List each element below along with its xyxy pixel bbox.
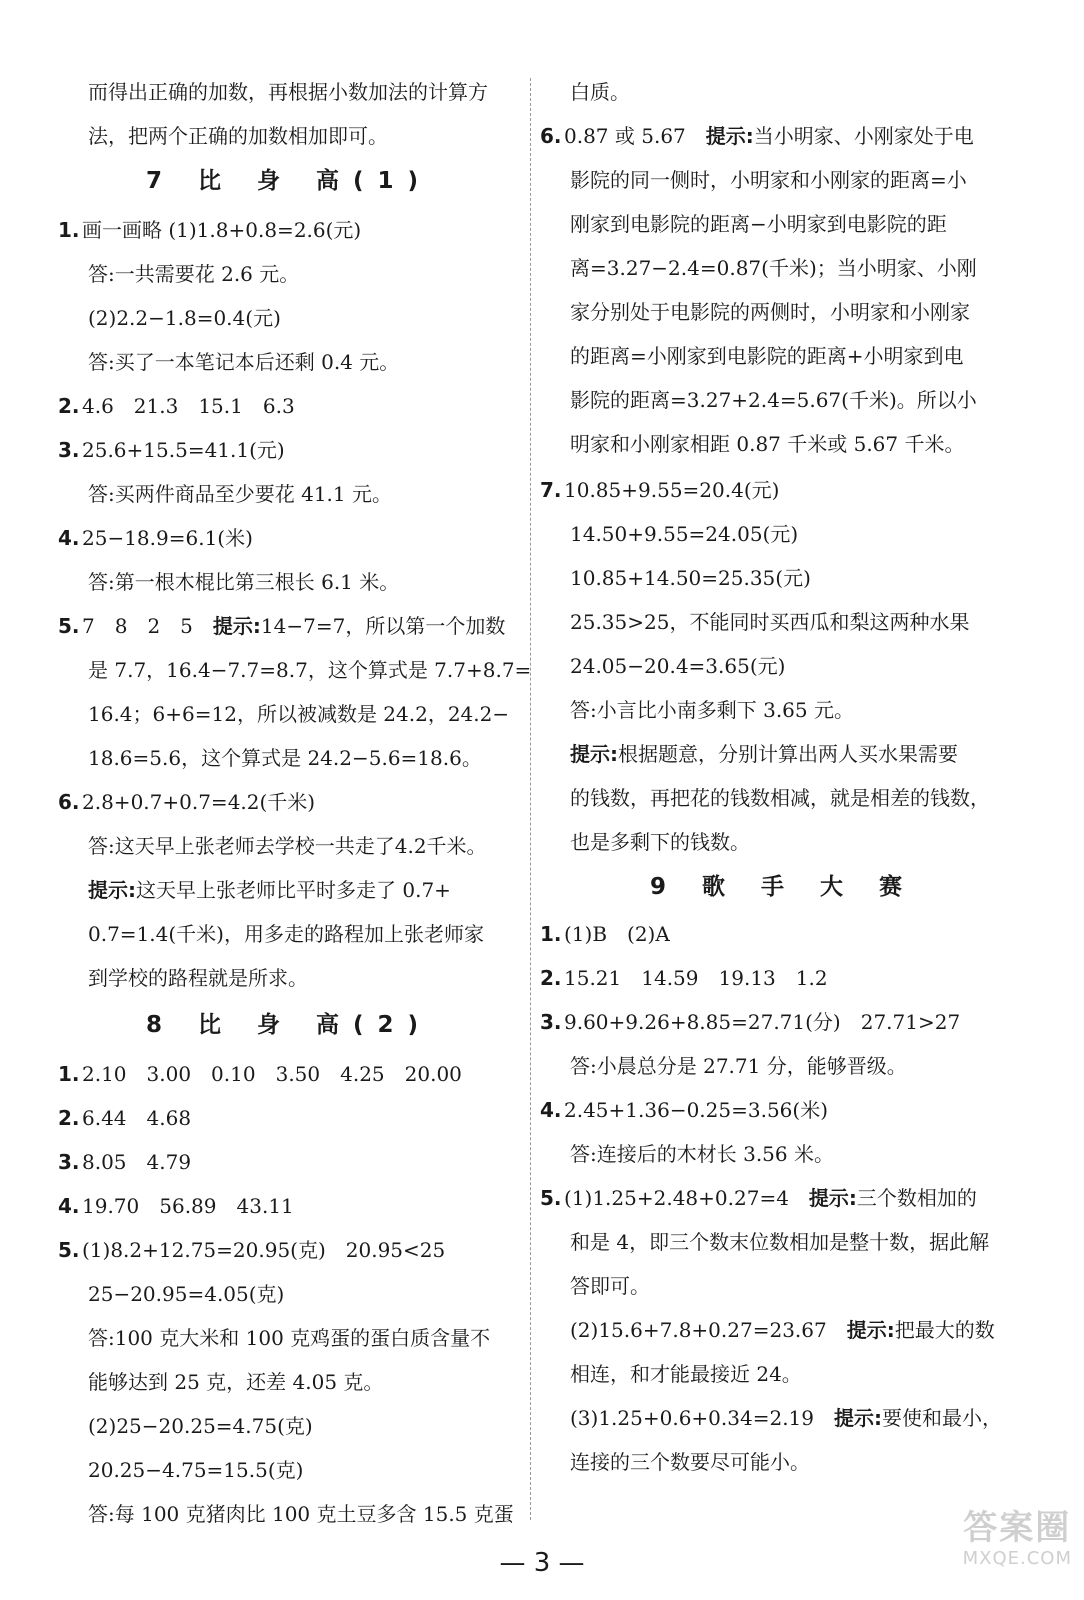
hint-line: 18.6=5.6，这个算式是 24.2−5.6=18.6。 (88, 746, 482, 770)
hint-line: 的钱数，再把花的钱数相减，就是相差的钱数， (570, 786, 990, 810)
question-number: 6. (540, 124, 562, 148)
question-number: 5. (58, 614, 80, 638)
hint-line: 答即可。 (570, 1274, 650, 1298)
question-1 (540, 920, 670, 948)
question-number: 1. (58, 1062, 80, 1086)
question-text: 10.85+9.55=20.4(元) (564, 478, 780, 502)
answer-line: 24.05−20.4=3.65(元) (570, 654, 786, 678)
question-number: 2. (58, 394, 80, 418)
answer-line: 14.50+9.55=24.05(元) (570, 522, 799, 546)
answer-text: (3)1.25+0.6+0.34=2.19 (570, 1406, 835, 1430)
question-3 (540, 1008, 960, 1036)
hint-line: 也是多剩下的钱数。 (570, 830, 750, 854)
hint-line: 是 7.7，16.4−7.7=8.7，这个算式是 7.7+8.7= (88, 658, 532, 682)
question-number: 4. (58, 526, 80, 550)
question-6 (58, 788, 315, 816)
question-number: 3. (58, 1150, 80, 1174)
hint-line: 相连，和才能最接近 24。 (570, 1362, 802, 1386)
answer-line: 答:第一根木棍比第三根长 6.1 米。 (88, 570, 400, 594)
hint-text: 把最大的数 (894, 1318, 995, 1342)
question-text: 7 8 2 5 (82, 614, 213, 638)
answer-line: 答:连接后的木材长 3.56 米。 (570, 1142, 834, 1166)
answer-line (570, 1316, 995, 1344)
hint-line: 和是 4，即三个数末位数相加是整十数，据此解 (570, 1230, 990, 1254)
hint-label: 提示: (88, 878, 136, 902)
question-text: 15.21 14.59 19.13 1.2 (564, 966, 828, 990)
hint-line: 刚家到电影院的距离−小明家到电影院的距 (570, 212, 947, 236)
hint-label: 提示: (808, 1186, 857, 1210)
hint-line: 16.4；6+6=12，所以被减数是 24.2，24.2− (88, 702, 510, 726)
question-2 (540, 964, 828, 992)
question-number: 3. (58, 438, 80, 462)
question-number: 4. (58, 1194, 80, 1218)
question-text: 8.05 4.79 (82, 1150, 192, 1174)
answer-line: 25.35>25，不能同时买西瓜和梨这两种水果 (570, 610, 970, 634)
answer-line: 答:100 克大米和 100 克鸡蛋的蛋白质含量不 (88, 1326, 491, 1350)
hint-label: 提示: (570, 742, 618, 766)
hint-label: 提示: (705, 124, 754, 148)
hint-text: 这天早上张老师比平时多走了 0.7+ (136, 878, 451, 902)
hint-line (88, 876, 451, 904)
question-text: 2.45+1.36−0.25=3.56(米) (564, 1098, 829, 1122)
question-7 (540, 476, 779, 504)
question-number: 4. (540, 1098, 562, 1122)
hint-line: 连接的三个数要尽可能小。 (570, 1450, 810, 1474)
question-text: 2.8+0.7+0.7=4.2(千米) (82, 790, 316, 814)
hint-line: 家分别处于电影院的两侧时，小明家和小刚家 (570, 300, 970, 324)
hint-text: 根据题意，分别计算出两人买水果需要 (618, 742, 958, 766)
question-text: 25−18.9=6.1(米) (82, 526, 253, 550)
watermark-text: 答案圈 (963, 1508, 1072, 1548)
question-1 (58, 216, 361, 244)
hint-text: 14−7=7，所以第一个加数 (260, 614, 506, 638)
answer-line: 25−20.95=4.05(克) (88, 1282, 285, 1306)
answer-line: 20.25−4.75=15.5(克) (88, 1458, 304, 1482)
answer-line: 答:小晨总分是 27.71 分，能够晋级。 (570, 1054, 907, 1078)
question-5 (58, 612, 505, 640)
hint-text: 要使和最小， (882, 1406, 1003, 1430)
question-text: 4.6 21.3 15.1 6.3 (82, 394, 295, 418)
watermark-logo (963, 1508, 1072, 1569)
question-2 (58, 1104, 191, 1132)
answer-line: 答:买两件商品至少要花 41.1 元。 (88, 482, 392, 506)
hint-line (570, 740, 958, 768)
question-1 (58, 1060, 462, 1088)
question-text: (1)1.25+2.48+0.27=4 (564, 1186, 809, 1210)
hint-line: 影院的同一侧时，小明家和小刚家的距离=小 (570, 168, 967, 192)
text-line: 白质。 (570, 80, 630, 104)
question-number: 6. (58, 790, 80, 814)
hint-label: 提示: (212, 614, 261, 638)
hint-line: 明家和小刚家相距 0.87 千米或 5.67 千米。 (570, 432, 965, 456)
hint-text: 当小明家、小刚家处于电 (753, 124, 974, 148)
column-divider (530, 78, 531, 1520)
question-text: 6.44 4.68 (82, 1106, 192, 1130)
hint-line: 的距离=小刚家到电影院的距离+小明家到电 (570, 344, 964, 368)
question-text: 2.10 3.00 0.10 3.50 4.25 20.00 (82, 1062, 462, 1086)
question-text: (1)B (2)A (564, 922, 670, 946)
section-heading-9: 9 歌 手 大 赛 (649, 874, 917, 900)
answer-text: (2)15.6+7.8+0.27=23.67 (570, 1318, 847, 1342)
question-number: 7. (540, 478, 562, 502)
question-text: (1)8.2+12.75=20.95(克) 20.95<25 (82, 1238, 446, 1262)
hint-label: 提示: (834, 1406, 883, 1430)
hint-line: 离=3.27−2.4=0.87(千米)；当小明家、小刚 (570, 256, 977, 280)
watermark-url: MXQE.COM (962, 1548, 1072, 1569)
section-heading-8: 8 比 身 高(2) (145, 1012, 433, 1038)
question-number: 1. (58, 218, 80, 242)
hint-line: 0.7=1.4(千米)，用多走的路程加上张老师家 (88, 922, 484, 946)
question-text: 9.60+9.26+8.85=27.71(分) 27.71>27 (564, 1010, 961, 1034)
question-4 (540, 1096, 828, 1124)
answer-line: 10.85+14.50=25.35(元) (570, 566, 811, 590)
text-line: 而得出正确的加数，再根据小数加法的计算方 (88, 80, 488, 104)
question-text: 画一画略 (1)1.8+0.8=2.6(元) (82, 218, 362, 242)
question-number: 2. (540, 966, 562, 990)
question-4 (58, 1192, 294, 1220)
answer-line: (2)25−20.25=4.75(克) (88, 1414, 313, 1438)
question-4 (58, 524, 253, 552)
answer-line: 答:这天早上张老师去学校一共走了4.2千米。 (88, 834, 487, 858)
answer-line: 答:小言比小南多剩下 3.65 元。 (570, 698, 854, 722)
hint-text: 三个数相加的 (856, 1186, 977, 1210)
answer-line: 能够达到 25 克，还差 4.05 克。 (88, 1370, 384, 1394)
question-3 (58, 1148, 191, 1176)
question-text: 25.6+15.5=41.1(元) (82, 438, 285, 462)
answer-line: 答:买了一本笔记本后还剩 0.4 元。 (88, 350, 400, 374)
section-heading-7: 7 比 身 高(1) (145, 168, 433, 194)
question-number: 2. (58, 1106, 80, 1130)
text-line: 法，把两个正确的加数相加即可。 (88, 124, 388, 148)
question-text: 19.70 56.89 43.11 (82, 1194, 294, 1218)
hint-label: 提示: (846, 1318, 895, 1342)
question-number: 3. (540, 1010, 562, 1034)
hint-line: 到学校的路程就是所求。 (88, 966, 308, 990)
question-5 (540, 1184, 977, 1212)
question-text: 0.87 或 5.67 (564, 124, 706, 148)
question-number: 1. (540, 922, 562, 946)
question-5 (58, 1236, 445, 1264)
question-3 (58, 436, 285, 464)
answer-line: 答:每 100 克猪肉比 100 克土豆多含 15.5 克蛋 (88, 1502, 514, 1526)
page-number: — 3 — (499, 1548, 585, 1578)
hint-line: 影院的距离=3.27+2.4=5.67(千米)。所以小 (570, 388, 977, 412)
answer-line: (2)2.2−1.8=0.4(元) (88, 306, 281, 330)
question-number: 5. (58, 1238, 80, 1262)
question-6 (540, 122, 974, 150)
answer-line (570, 1404, 1002, 1432)
question-number: 5. (540, 1186, 562, 1210)
question-2 (58, 392, 295, 420)
answer-line: 答:一共需要花 2.6 元。 (88, 262, 300, 286)
